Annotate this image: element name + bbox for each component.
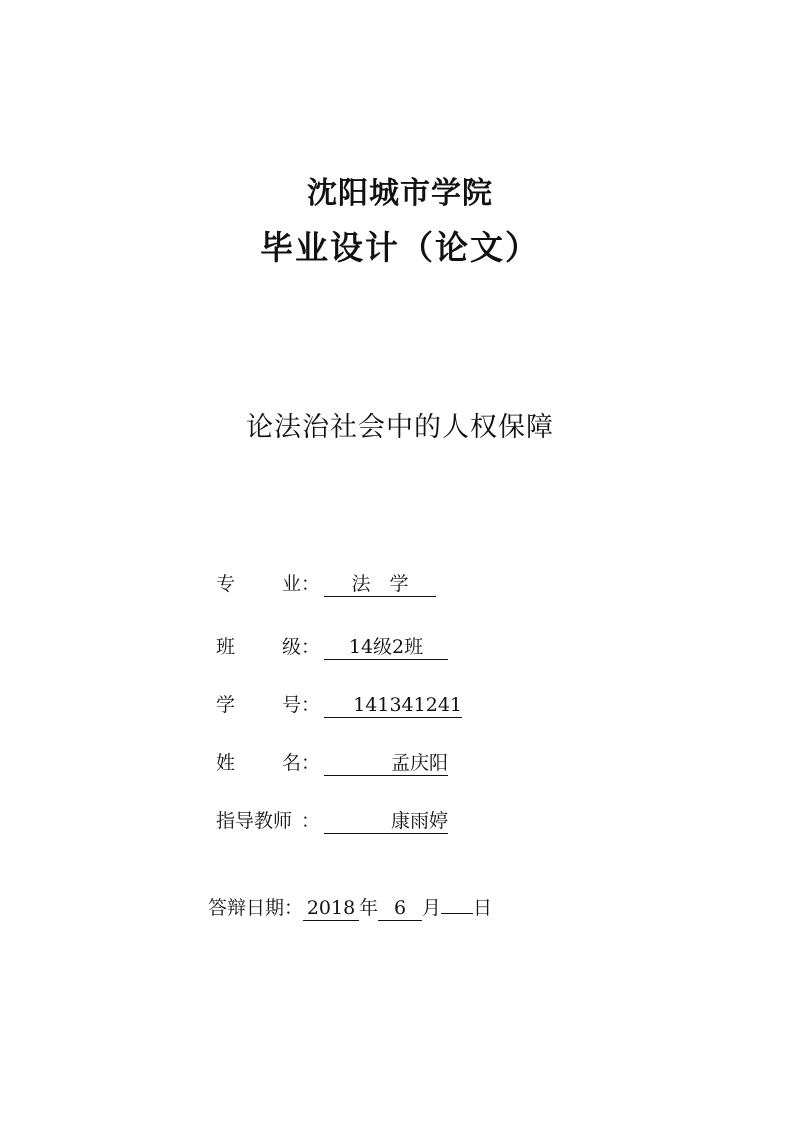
- field-value-advisor: 康雨婷: [324, 806, 448, 834]
- field-label-major-a: 专: [216, 573, 236, 595]
- field-colon: ：: [301, 752, 321, 774]
- field-colon: ：: [301, 810, 321, 832]
- field-label-advisor: 指导教师: [216, 810, 293, 832]
- field-label-id-b: 号: [282, 694, 302, 716]
- field-value-major: 法 学: [324, 569, 436, 597]
- field-row-class: [216, 632, 496, 662]
- defense-date-month-unit: 月: [422, 897, 442, 919]
- field-value-name: 孟庆阳: [324, 748, 448, 776]
- field-label-class-b: 级: [282, 636, 302, 658]
- defense-date-row: [208, 886, 493, 919]
- field-row-advisor: [216, 806, 496, 836]
- thesis-title: 论法治社会中的人权保障: [246, 412, 554, 443]
- field-colon: ：: [301, 636, 321, 658]
- field-value-class: 14级2班: [324, 632, 448, 660]
- defense-date-month: 6: [378, 893, 422, 921]
- field-value-student-id: 141341241: [324, 690, 462, 718]
- field-row-name: [216, 748, 496, 778]
- defense-date-label: 答辩日期：: [208, 897, 304, 919]
- field-colon: ：: [301, 694, 321, 716]
- field-label-id-a: 学: [216, 694, 236, 716]
- defense-date-year: 2018: [303, 893, 359, 921]
- defense-date-day-unit: 日: [473, 897, 493, 919]
- field-label-major-b: 业: [282, 573, 302, 595]
- defense-date-day: [441, 886, 473, 914]
- field-label-name-b: 名: [282, 752, 302, 774]
- field-label-class-a: 班: [216, 636, 236, 658]
- field-colon: ：: [301, 573, 321, 595]
- defense-date-year-unit: 年: [359, 897, 379, 919]
- field-row-student-id: [216, 690, 496, 720]
- school-name: 沈阳城市学院: [307, 176, 493, 211]
- document-type: 毕业设计（论文）: [260, 228, 540, 267]
- field-row-major: [216, 569, 496, 599]
- field-label-name-a: 姓: [216, 752, 236, 774]
